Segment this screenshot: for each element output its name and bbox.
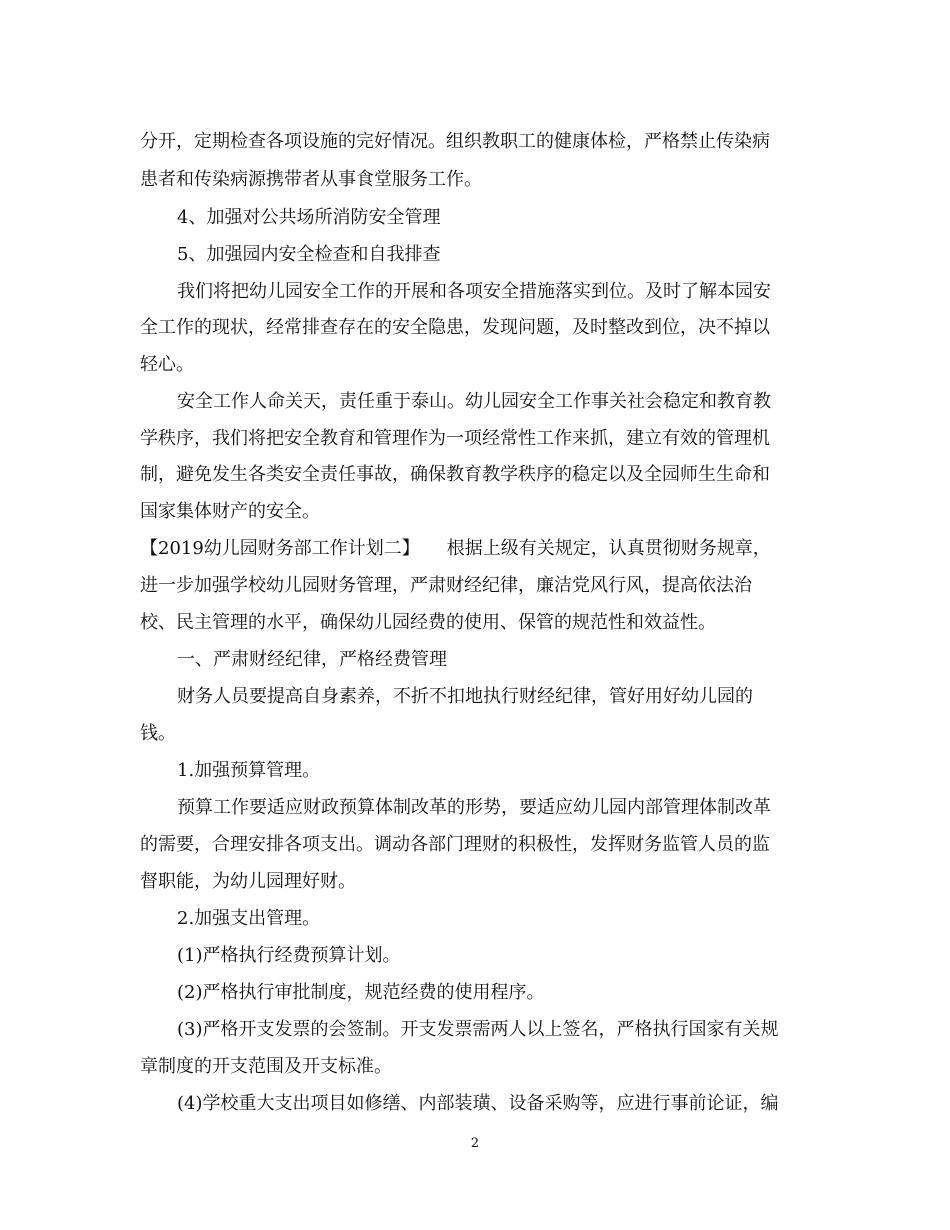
paragraph-line: 制，避免发生各类安全责任事故，确保教育教学秩序的稳定以及全园师生生命和	[140, 464, 770, 485]
list-item-continuation: 章制度的开支范围及开支标准。	[140, 1056, 392, 1077]
paragraph-line: 患者和传染病源携带者从事食堂服务工作。	[140, 169, 482, 190]
section-heading: 2.加强支出管理。	[177, 908, 321, 929]
paragraph-line: 分开，定期检查各项设施的完好情况。组织教职工的健康体检，严格禁止传染病	[140, 131, 770, 152]
paragraph-line: 进一步加强学校幼儿园财务管理，严肃财经纪律，廉洁党风行风，提高依法治	[140, 575, 752, 596]
paragraph-line: 的需要，合理安排各项支出。调动各部门理财的积极性，发挥财务监管人员的监	[140, 834, 770, 855]
paragraph-line: 我们将把幼儿园安全工作的开展和各项安全措施落实到位。及时了解本园安	[177, 281, 771, 302]
paragraph-line: 财务人员要提高自身素养，不折不扣地执行财经纪律，管好用好幼儿园的	[177, 686, 753, 707]
document-subtitle-line: 【2019幼儿园财务部工作计划二】 根据上级有关规定，认真贯彻财务规章，	[140, 538, 771, 559]
paragraph-line: 督职能，为幼儿园理好财。	[140, 871, 356, 892]
paragraph-line: 轻心。	[140, 354, 194, 375]
section-heading: 4、加强对公共场所消防安全管理	[177, 207, 441, 228]
paragraph-line: 国家集体财产的安全。	[140, 501, 320, 522]
list-item: (4)学校重大支出项目如修缮、内部装璜、设备采购等，应进行事前论证，编	[177, 1093, 779, 1114]
paragraph-line: 钱。	[140, 723, 176, 744]
list-item: (3)严格开支发票的会签制。开支发票需两人以上签名，严格执行国家有关规	[177, 1019, 779, 1040]
paragraph-line: 全工作的现状，经常排查存在的安全隐患，发现问题，及时整改到位，决不掉以	[140, 317, 770, 338]
paragraph-line: 安全工作人命关天，责任重于泰山。幼儿园安全工作事关社会稳定和教育教	[177, 391, 771, 412]
page-number: 2	[470, 1136, 480, 1151]
paragraph-line: 预算工作要适应财政预算体制改革的形势，要适应幼儿园内部管理体制改革	[177, 797, 771, 818]
list-item: (1)严格执行经费预算计划。	[177, 945, 401, 966]
section-heading: 1.加强预算管理。	[177, 760, 321, 781]
paragraph-line: 校、民主管理的水平，确保幼儿园经费的使用、保管的规范性和效益性。	[140, 612, 716, 633]
list-item: (2)严格执行审批制度，规范经费的使用程序。	[177, 982, 545, 1003]
section-heading: 一、严肃财经纪律，严格经费管理	[177, 649, 447, 670]
section-heading: 5、加强园内安全检查和自我排查	[177, 244, 441, 265]
paragraph-line: 学秩序，我们将把安全教育和管理作为一项经常性工作来抓，建立有效的管理机	[140, 428, 770, 449]
